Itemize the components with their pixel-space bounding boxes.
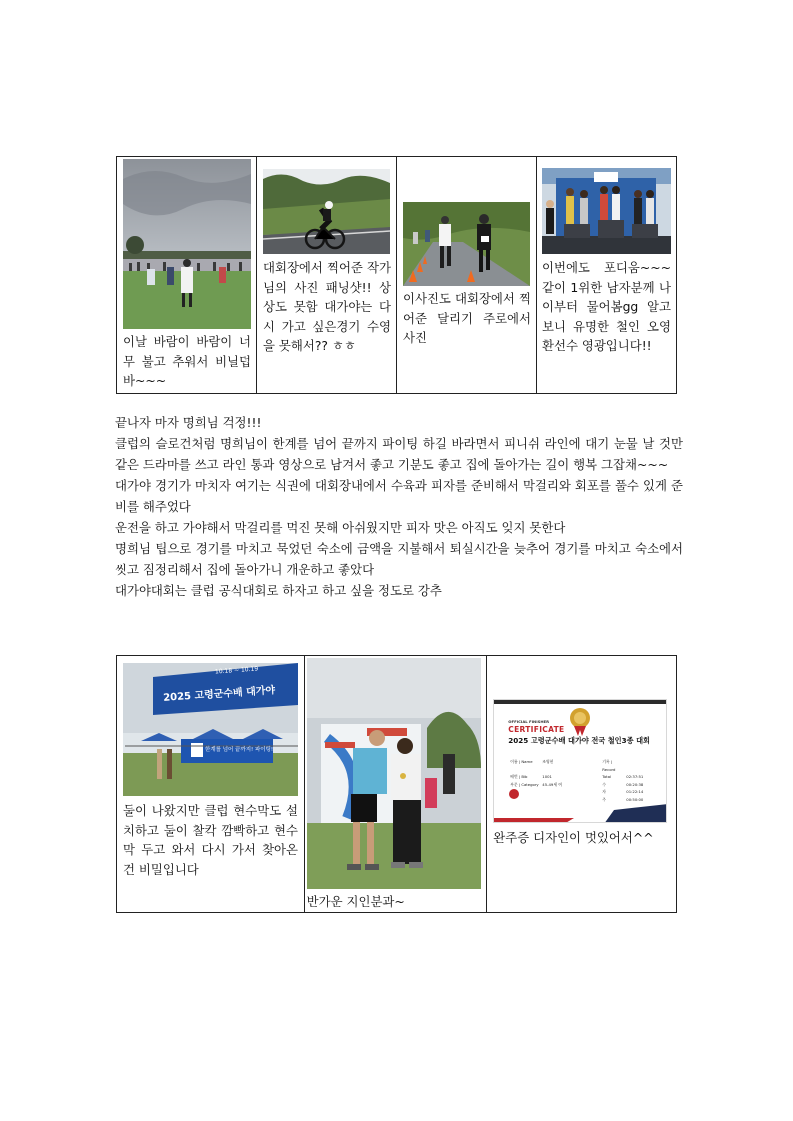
photo-cell-6: [304, 656, 487, 913]
cert-heading: CERTIFICATE: [508, 725, 565, 734]
photo-podium: [542, 168, 671, 254]
paragraph-2: 클럽의 슬로건처럼 명희님이 한계를 넘어 끝까지 파이팅 하길 바라면서 피니쉬 라인에 대기 눈물 날 것만 같은 드라마를 쓰고 라인 통과 영상으로 남겨서 좋고 기분도 좋고 집에 돌아가는 길이 행복 그잡채~~~: [115, 436, 683, 472]
cert-row: 주 00:50:00: [602, 796, 644, 802]
photo-event-banner: [123, 663, 298, 796]
caption-2: 대회장에서 찍어준 작가님의 사진 패닝샷!! 상상도 못함 대가야는 다시 가고 싶은경기 수영을 못해서?? ㅎㅎ: [263, 260, 391, 354]
cert-row: 부문 | Category 45-49세 여 수 00:20:38: [510, 781, 644, 787]
photo-cell-7: [487, 656, 677, 913]
photo-with-friend: [307, 658, 481, 889]
photo-cell-4: [537, 157, 677, 394]
banner-title: 2025 고령군수배 대가야: [162, 685, 276, 704]
paragraph-6: 대가야대회는 클럽 공식대회로 하자고 하고 싶을 정도로 강추: [115, 583, 442, 598]
caption-3: 이사진도 대회장에서 찍어준 달리기 주로에서 사진: [403, 291, 531, 346]
photo-windy-field: [123, 159, 251, 329]
cert-kicker: OFFICIAL FINISHER: [508, 719, 550, 724]
photo-cell-3: [397, 157, 537, 394]
photo-cell-1: [117, 157, 257, 394]
cert-event-title: 2025 고령군수배 대가야 전국 철인3종 대회: [508, 736, 650, 745]
cert-row: 자 01:22:14: [602, 789, 644, 794]
photo-running-course: [403, 202, 530, 286]
paragraph-1: 끝나자 마자 명희님 걱정!!!: [115, 415, 262, 430]
finisher-certificate: [493, 699, 667, 823]
paragraph-5: 명희님 팁으로 경기를 마치고 묵었던 숙소에 금액을 지불해서 퇴실시간을 늦추어 경기를 마치고 숙소에서 씻고 짐정리해서 집에 돌아가니 개운하고 좋았다: [115, 541, 683, 577]
cert-row: 배번 | Bib 1001 Total 02:37:51: [510, 774, 644, 779]
article-body: [115, 412, 683, 601]
caption-5: 둘이 나왔지만 클럽 현수막도 설치하고 둘이 찰칵 깜빡하고 현수막 두고 와서 다시 가서 찾아온건 비밀입니다: [123, 803, 298, 877]
paragraph-3: 대가야 경기가 마치자 여기는 식권에 대회장내에서 수육과 피자를 준비해서 막걸리와 회포를 풀수 있게 준비를 해주었다: [115, 478, 683, 514]
photo-cell-5: [117, 656, 305, 913]
cert-row: 이름 | Name 조영현 기록 | Record: [510, 759, 616, 772]
bottom-photo-table: [116, 655, 677, 913]
cert-record-table: [510, 758, 660, 803]
paragraph-4: 운전을 하고 가야해서 막걸리를 먹진 못해 아쉬웠지만 피자 맛은 아직도 잊지 못한다: [115, 520, 566, 535]
club-banner-text: 한계를 넘어 끝까지! 파이팅!: [205, 747, 274, 753]
caption-4: 이번에도 포디움~~~ 같이 1위한 남자분께 나이부터 물어봄gg 알고보니 유명한 철인 오영환선수 영광입니다!!: [542, 260, 671, 354]
caption-7: 완주증 디자인이 멋있어서^^: [493, 830, 654, 845]
photo-cyclist-panning: [263, 169, 390, 254]
top-photo-table: [116, 156, 677, 394]
caption-1: 이날 바람이 바람이 너무 불고 추워서 비닐덥바~~~: [123, 334, 251, 389]
photo-cell-2: [257, 157, 397, 394]
banner-dates: 10.18 ~ 10.19: [214, 665, 259, 676]
caption-6: 반가운 지인분과~: [306, 894, 405, 909]
